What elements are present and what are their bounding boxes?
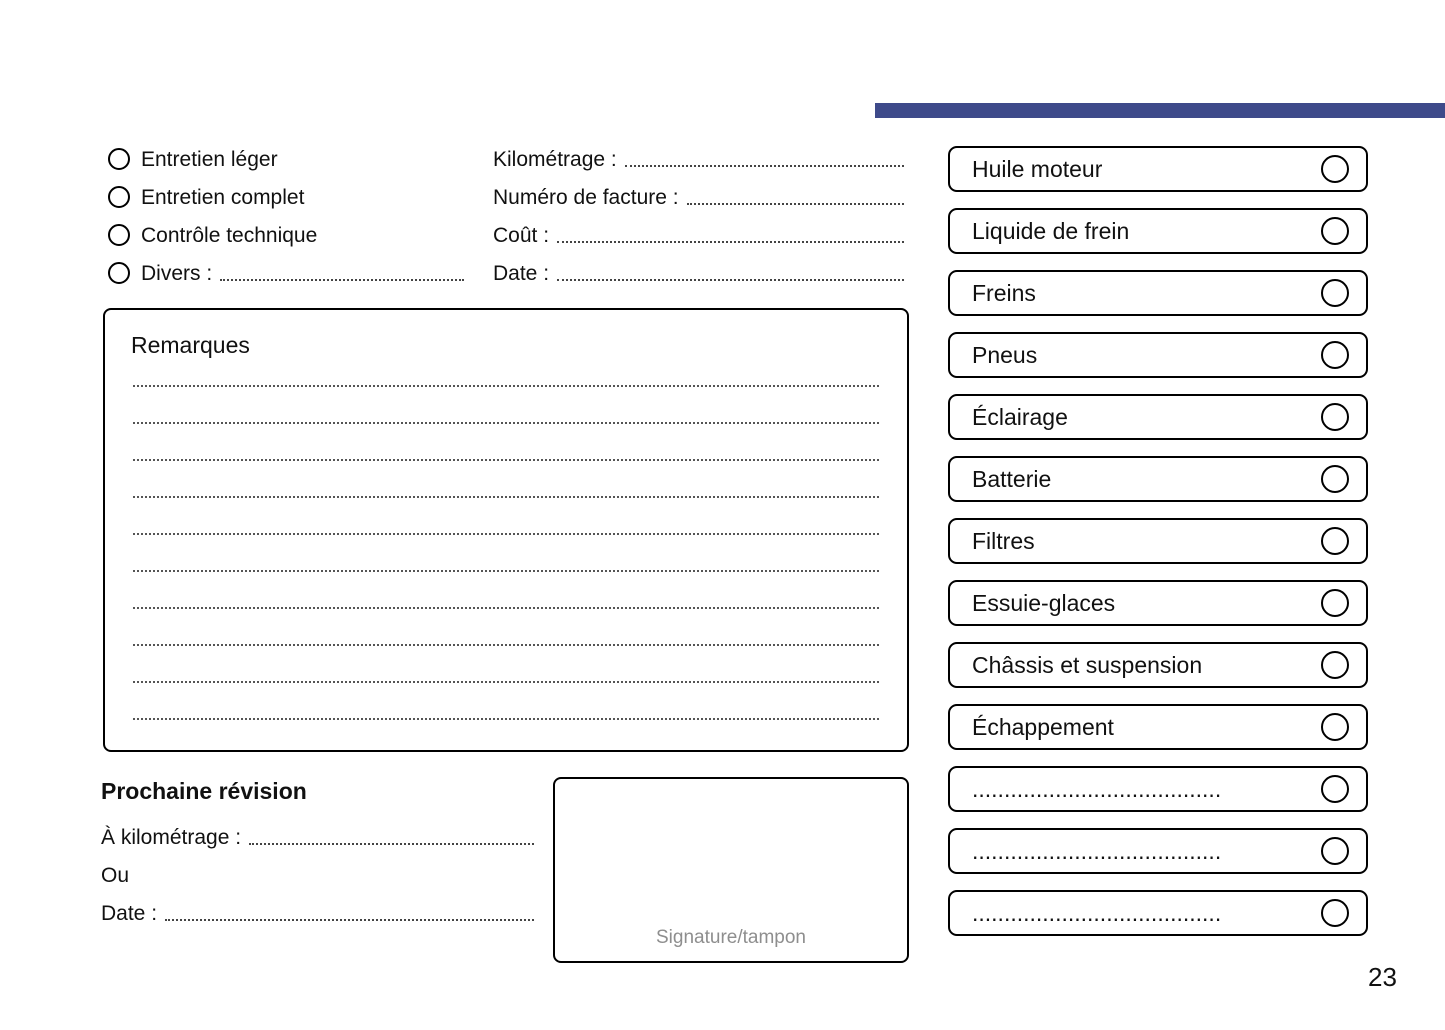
- check-circle-icon: [1321, 279, 1349, 307]
- field-label: Date :: [493, 261, 550, 285]
- radio-circle-icon: [108, 262, 130, 284]
- service-type-options: [108, 140, 464, 292]
- checklist-item-label: Freins: [972, 279, 1036, 306]
- remarks-line: [133, 609, 879, 646]
- next-service-title: Prochaine révision: [101, 778, 307, 804]
- checklist-item-label: .......................................: [972, 899, 1222, 926]
- check-circle-icon: [1321, 899, 1349, 927]
- page-number: 23: [1368, 962, 1397, 992]
- fill-line: [687, 190, 904, 205]
- checklist-item-label: Liquide de frein: [972, 217, 1130, 244]
- or-label: Ou: [101, 863, 130, 887]
- fill-line: [557, 228, 904, 243]
- remarks-lines: [133, 350, 879, 720]
- checklist-item-huile-moteur: [948, 146, 1368, 192]
- service-checklist: [948, 146, 1368, 952]
- checklist-item-label: Essuie-glaces: [972, 589, 1116, 616]
- radio-circle-icon: [108, 224, 130, 246]
- invoice-details: [493, 140, 904, 292]
- fill-line: [625, 152, 904, 167]
- check-circle-icon: [1321, 713, 1349, 741]
- checklist-item-freins: [948, 270, 1368, 316]
- radio-circle-icon: [108, 186, 130, 208]
- checklist-item-label: .......................................: [972, 775, 1222, 802]
- remarks-line: [133, 646, 879, 683]
- remarks-line: [133, 350, 879, 387]
- remarks-line: [133, 498, 879, 535]
- check-circle-icon: [1321, 217, 1349, 245]
- field-cout: [493, 216, 904, 254]
- divers-fill-line: [220, 266, 464, 281]
- checklist-item-echappement: [948, 704, 1368, 750]
- fill-line: [557, 266, 904, 281]
- check-circle-icon: [1321, 589, 1349, 617]
- remarks-line: [133, 424, 879, 461]
- option-controle-technique: [108, 216, 464, 254]
- radio-circle-icon: [108, 148, 130, 170]
- check-circle-icon: [1321, 341, 1349, 369]
- check-circle-icon: [1321, 155, 1349, 183]
- checklist-item-blank-2: [948, 828, 1368, 874]
- option-entretien-leger: [108, 140, 464, 178]
- next-service-section: [101, 778, 534, 932]
- check-circle-icon: [1321, 651, 1349, 679]
- accent-bar: [875, 103, 1445, 118]
- checklist-item-label: Filtres: [972, 527, 1035, 554]
- checklist-item-label: Pneus: [972, 341, 1038, 368]
- field-label: Kilométrage :: [493, 147, 617, 171]
- checklist-item-filtres: [948, 518, 1368, 564]
- check-circle-icon: [1321, 775, 1349, 803]
- checklist-item-label: Huile moteur: [972, 155, 1103, 182]
- checklist-item-liquide-de-frein: [948, 208, 1368, 254]
- fill-line: [165, 906, 534, 921]
- checklist-item-label: Éclairage: [972, 403, 1068, 430]
- checklist-item-blank-1: [948, 766, 1368, 812]
- field-label: À kilométrage :: [101, 825, 242, 849]
- signature-box: [553, 777, 909, 963]
- remarks-line: [133, 572, 879, 609]
- option-divers: [108, 254, 464, 292]
- option-label: Contrôle technique: [141, 223, 318, 247]
- field-label: Coût :: [493, 223, 550, 247]
- checklist-item-label: Batterie: [972, 465, 1052, 492]
- check-circle-icon: [1321, 403, 1349, 431]
- check-circle-icon: [1321, 465, 1349, 493]
- checklist-item-label: Échappement: [972, 713, 1114, 740]
- field-kilometrage: [493, 140, 904, 178]
- checklist-item-chassis-et-suspension: [948, 642, 1368, 688]
- field-next-date: [101, 894, 534, 932]
- remarks-title: Remarques: [131, 332, 250, 358]
- remarks-line: [133, 535, 879, 572]
- field-label: Numéro de facture :: [493, 185, 679, 209]
- check-circle-icon: [1321, 837, 1349, 865]
- remarks-line: [133, 387, 879, 424]
- checklist-item-label: Châssis et suspension: [972, 651, 1203, 678]
- option-label: Entretien complet: [141, 185, 305, 209]
- remarks-box: [103, 308, 909, 752]
- remarks-line: [133, 683, 879, 720]
- fill-line: [249, 830, 534, 845]
- checklist-item-eclairage: [948, 394, 1368, 440]
- field-numero-facture: [493, 178, 904, 216]
- remarks-line: [133, 461, 879, 498]
- field-date: [493, 254, 904, 292]
- option-label: Divers :: [141, 261, 213, 285]
- checklist-item-pneus: [948, 332, 1368, 378]
- checklist-item-essuie-glaces: [948, 580, 1368, 626]
- next-service-or: [101, 856, 534, 894]
- check-circle-icon: [1321, 527, 1349, 555]
- field-label: Date :: [101, 901, 158, 925]
- checklist-item-label: .......................................: [972, 837, 1222, 864]
- signature-label: Signature/tampon: [656, 927, 806, 948]
- field-next-kilometrage: [101, 818, 534, 856]
- checklist-item-batterie: [948, 456, 1368, 502]
- option-entretien-complet: [108, 178, 464, 216]
- checklist-item-blank-3: [948, 890, 1368, 936]
- option-label: Entretien léger: [141, 147, 278, 171]
